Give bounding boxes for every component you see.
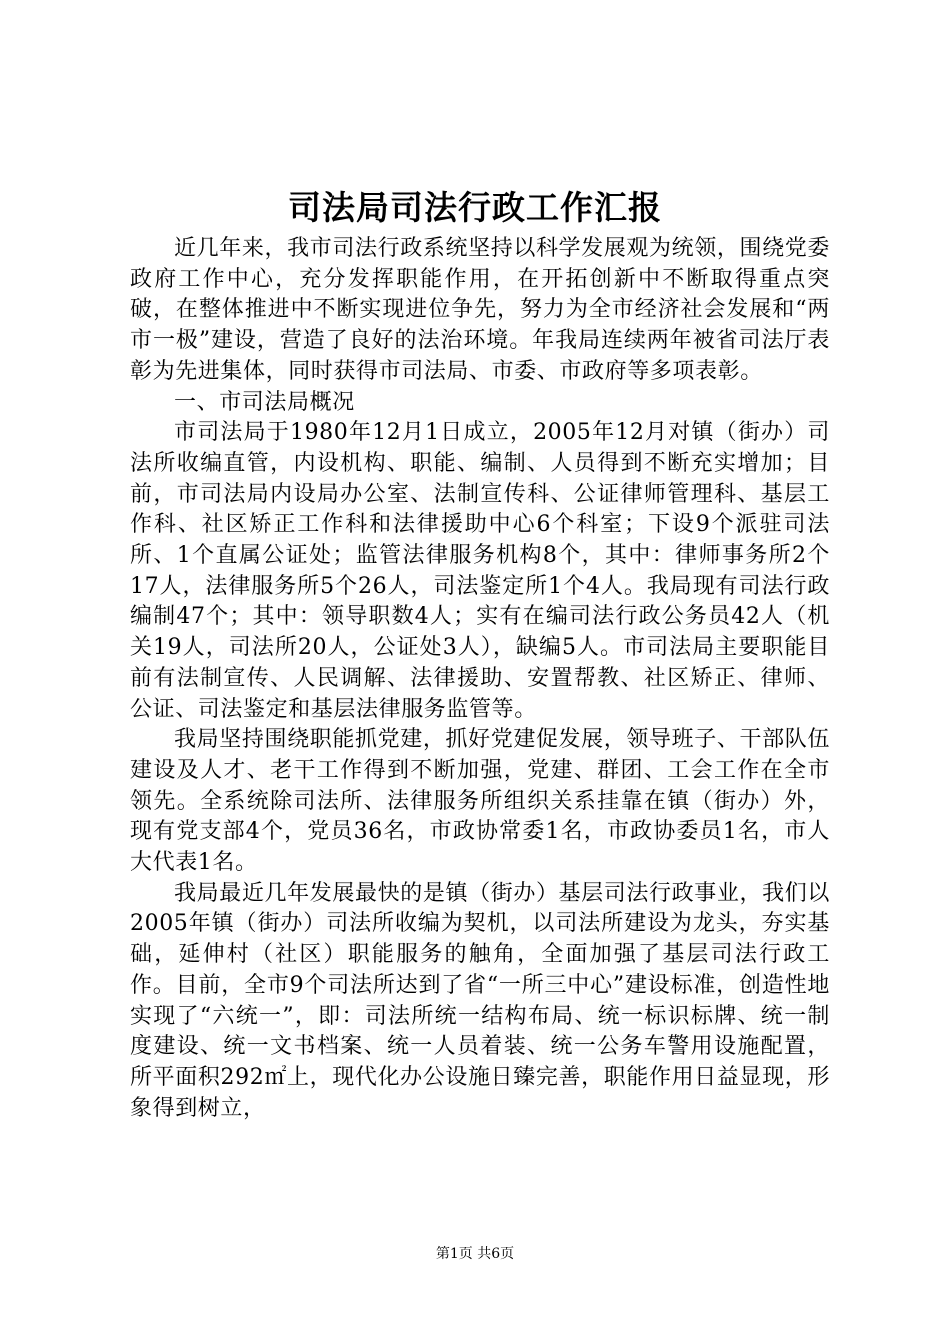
- paragraph-grassroots: 我局最近几年发展最快的是镇（街办）基层司法行政事业，我们以2005年镇（街办）司法所收编为契机，以司法所建设为龙头，夯实基础，延伸村（社区）职能服务的触角，全面加强了基层司法行政工作。目前，全市9个司法所达到了省“一所三中心”建设标准，创造性地实现了“六统一”，即：司法所统一结构布局、统一标识标牌、统一制度建设、统一文书档案、统一人员着装、统一公务车警用设施配置，所平面积292㎡上，现代化办公设施日臻完善，职能作用日益显现，形象得到树立，: [130, 880, 830, 1121]
- document-title: 司法局司法行政工作汇报: [288, 188, 662, 227]
- section-heading-overview: 一、市司法局概况: [174, 389, 355, 415]
- paragraph-intro: 近几年来，我市司法行政系统坚持以科学发展观为统领，围绕党委政府工作中心，充分发挥职能作用，在开拓创新中不断取得重点突破，在整体推进中不断实现进位争先，努力为全市经济社会发展和“两市一极”建设，营造了良好的法治环境。年我局连续两年被省司法厅表彰为先进集体，同时获得市司法局、市委、市政府等多项表彰。: [130, 236, 830, 384]
- page-number-footer: 第1页 共6页: [435, 1246, 515, 1262]
- paragraph-overview: 市司法局于1980年12月1日成立，2005年12月对镇（街办）司法所收编直管，内设机构、职能、编制、人员得到不断充实增加；目前，市司法局内设局办公室、法制宣传科、公证律师管理科、基层工作科、社区矫正工作科和法律援助中心6个科室；下设9个派驻司法所、1个直属公证处；监管法律服务机构8个，其中：律师事务所2个17人，法律服务所5个26人，司法鉴定所1个4人。我局现有司法行政编制47个；其中：领导职数4人；实有在编司法行政公务员42人（机关19人，司法所20人，公证处3人），缺编5人。市司法局主要职能目前有法制宣传、人民调解、法律援助、安置帮教、社区矫正、律师、公证、司法鉴定和基层法律服务监管等。: [130, 420, 830, 722]
- paragraph-party-building: 我局坚持围绕职能抓党建，抓好党建促发展，领导班子、干部队伍建设及人才、老干工作得到不断加强，党建、群团、工会工作在全市领先。全系统除司法所、法律服务所组织关系挂靠在镇（街办）外，现有党支部4个，党员36名，市政协常委1名，市政协委员1名，市人大代表1名。: [130, 727, 830, 876]
- document-body: [130, 234, 830, 1124]
